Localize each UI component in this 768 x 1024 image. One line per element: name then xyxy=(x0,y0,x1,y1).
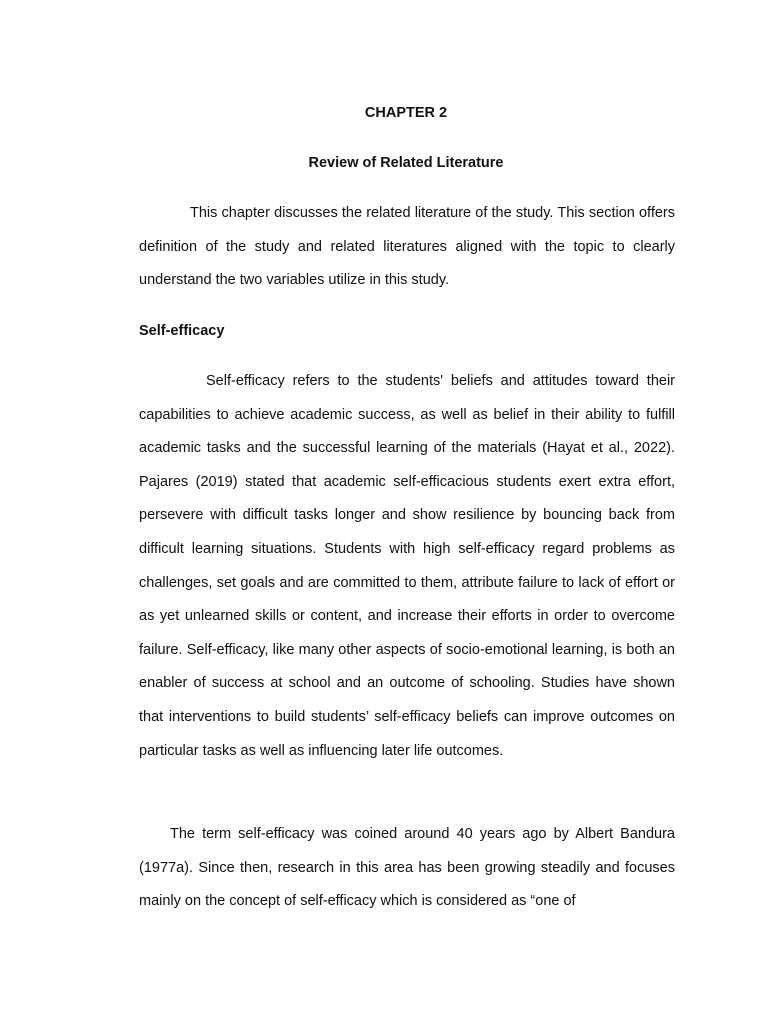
section-title: Review of Related Literature xyxy=(308,155,504,171)
intro-paragraph: This chapter discusses the related literature of the study. This section offers definition of the study and related literatures aligned with the topic to clearly understand the two variables utilize in this study. xyxy=(139,205,675,289)
chapter-title: CHAPTER 2 xyxy=(364,105,448,121)
self-efficacy-paragraph-2: The term self-efficacy was coined around 40 years ago by Albert Bandura (1977a). Since then, research in this area has been growing steadily and focuses mainly on the concept of self-efficacy which is considered as “one of xyxy=(139,826,675,910)
self-efficacy-paragraph-1: Self-efficacy refers to the students' beliefs and attitudes toward their capabilities to achieve academic success, as well as belief in their ability to fulfill academic tasks and the successful learning of the materials (Hayat et al., 2022). Pajares (2019) stated that academic self-efficacious students exert extra effort, persevere with difficult tasks longer and show resilience by bouncing back from difficult learning situations. Students with high self-efficacy regard problems as challenges, set goals and are committed to them, attribute failure to lack of effort or as yet unlearned skills or content, and increase their efforts in order to overcome failure. Self-efficacy, like many other aspects of socio-emotional learning, is both an enabler of success at school and an outcome of schooling. Studies have shown that interventions to build students’ self-efficacy beliefs can improve outcomes on particular tasks as well as influencing later life outcomes. xyxy=(139,373,675,759)
subsection-heading: Self-efficacy xyxy=(139,323,225,339)
